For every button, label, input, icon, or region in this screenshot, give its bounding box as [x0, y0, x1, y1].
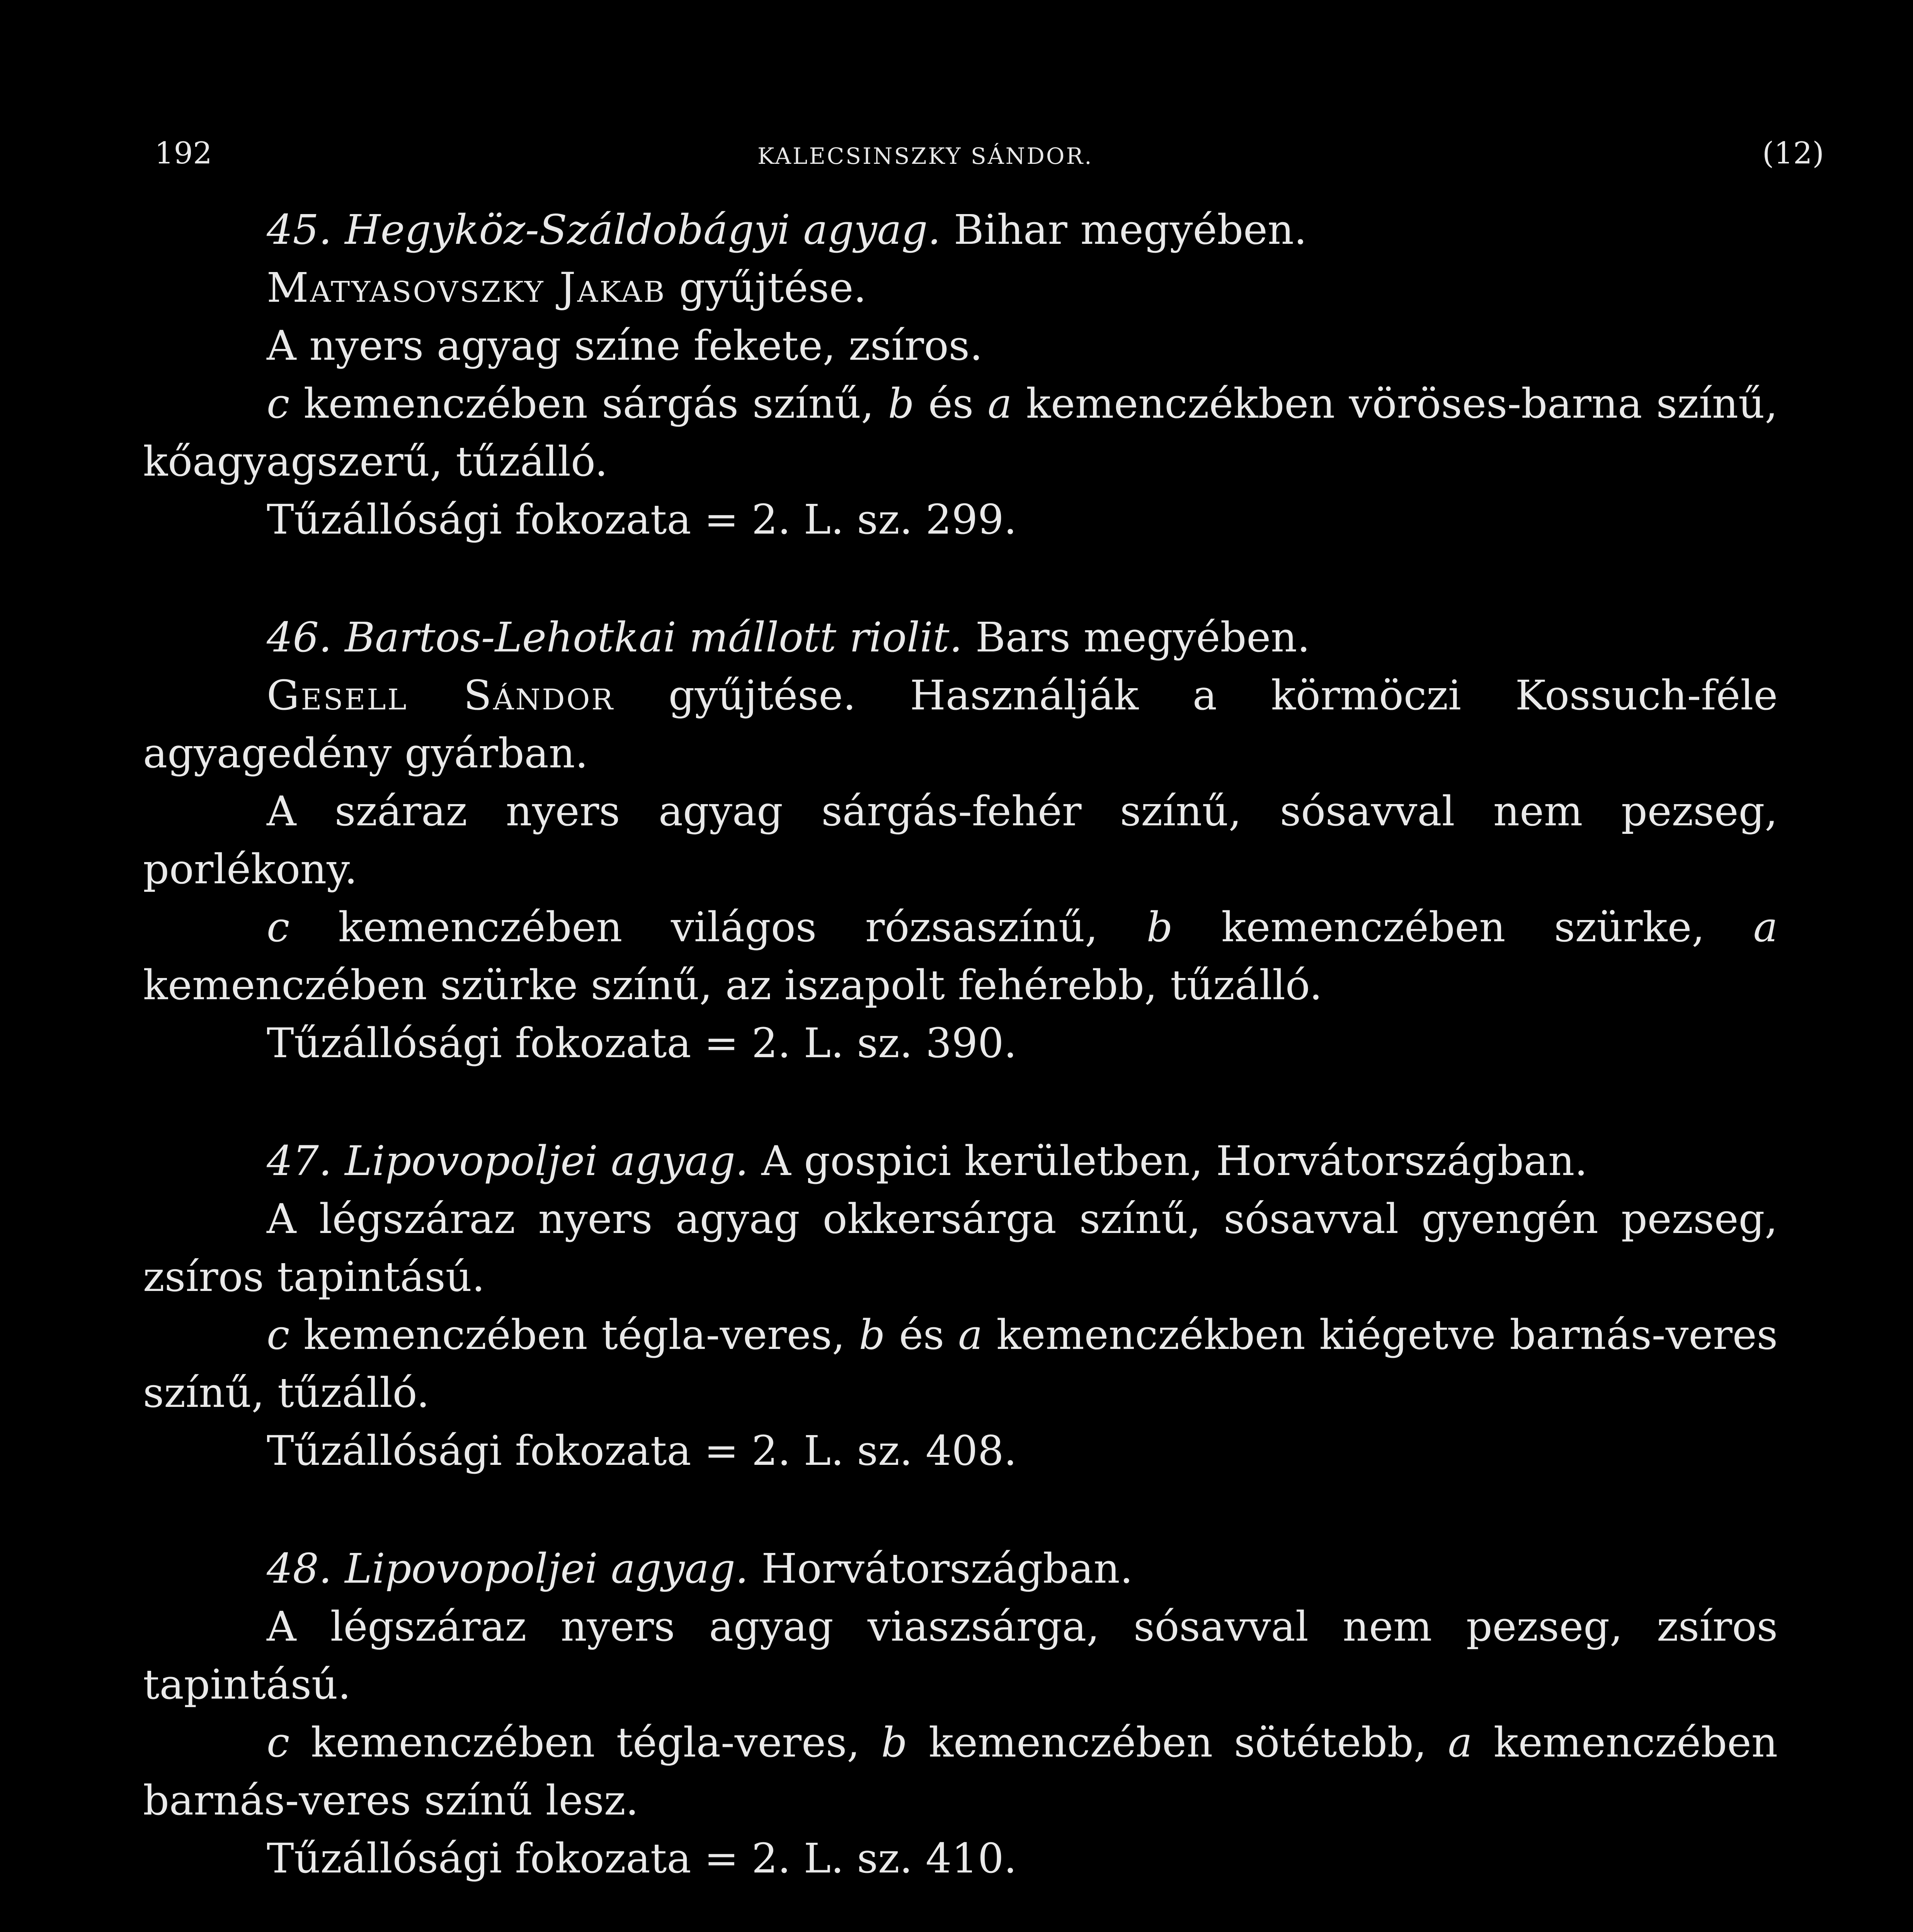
refractoriness-grade: Tűzállósági fokozata = 2. L. sz. 390. — [267, 1019, 1017, 1067]
kiln-a-letter: a — [1753, 903, 1778, 951]
entry-number: 45. — [267, 206, 332, 253]
kiln-a-letter: a — [987, 380, 1012, 427]
kiln-c-letter: c — [267, 380, 290, 427]
refractoriness-grade: Tűzállósági fokozata = 2. L. sz. 299. — [267, 496, 1017, 543]
collector-line — [143, 259, 1778, 317]
entry-location: Bars megyében. — [975, 614, 1311, 661]
kiln-a-text: kemenczében szürke színű, az iszapolt fehérebb, tűzálló. — [143, 961, 1322, 1009]
kiln-b-text: kemenczében szürke, — [1221, 903, 1705, 951]
page-header — [155, 136, 1824, 182]
entry-number: 48. — [267, 1545, 332, 1592]
kiln-b-letter: b — [888, 380, 914, 427]
kiln-b-letter: b — [881, 1719, 907, 1766]
plate-number: (12) — [1762, 136, 1824, 171]
raw-description: A nyers agyag színe fekete, zsíros. — [267, 322, 983, 369]
kiln-c-letter: c — [267, 903, 290, 951]
running-title: KALECSINSZKY SÁNDOR. — [757, 143, 1093, 169]
raw-description: A légszáraz nyers agyag okkersárga színű, sósavval gyengén pezseg, zsíros tapintású. — [143, 1195, 1778, 1301]
kiln-a-text: kemenczékben vöröses-barna színű, kőagyagszerű, tűzálló. — [143, 380, 1778, 485]
entry-number: 46. — [267, 614, 332, 661]
kiln-a-text: kemenczében barnás-veres színű lesz. — [143, 1719, 1778, 1824]
raw-description: A légszáraz nyers agyag viaszsárga, sósavval nem pezseg, zsíros tapintású. — [143, 1603, 1778, 1708]
page-content — [143, 201, 1778, 1932]
kiln-c-letter: c — [267, 1719, 290, 1766]
kiln-c-text: kemenczében sárgás színű, — [303, 380, 874, 427]
entry-location: Bihar megyében. — [953, 206, 1307, 253]
entry-45 — [143, 201, 1778, 549]
entry-location: Horvátországban. — [761, 1545, 1133, 1592]
kiln-b-text: kemenczében sötétebb, — [928, 1719, 1427, 1766]
collector-suffix: gyűjtése. Használják a körmöczi Kossuch-féle agyagedény gyárban. — [143, 672, 1778, 777]
collector-name: Gesell Sándor — [267, 672, 614, 719]
entry-heading — [143, 201, 1778, 259]
entry-title: Lipovopoljei agyag. — [345, 1137, 749, 1185]
raw-description: A száraz nyers agyag sárgás-fehér színű, sósavval nem pezseg, porlékony. — [143, 787, 1778, 893]
entry-heading — [143, 1540, 1778, 1598]
kiln-c-text: kemenczében világos rózsaszínű, — [338, 903, 1098, 951]
entry-48 — [143, 1540, 1778, 1888]
entry-title: Hegyköz-Száldobágyi agyag. — [345, 206, 941, 253]
kiln-c-text: kemenczében tégla-veres, — [303, 1311, 845, 1359]
entry-location: A gospici kerületben, Horvátországban. — [761, 1137, 1588, 1185]
kiln-description — [143, 1714, 1778, 1830]
kiln-a-letter: a — [958, 1311, 983, 1359]
kiln-description — [143, 1306, 1778, 1422]
refractoriness-grade: Tűzállósági fokozata = 2. L. sz. 410. — [267, 1835, 1017, 1882]
kiln-b-letter: b — [1146, 903, 1173, 951]
kiln-description — [143, 375, 1778, 491]
kiln-a-letter: a — [1448, 1719, 1472, 1766]
collector-suffix: gyűjtése. — [679, 264, 867, 311]
kiln-and: és — [899, 1311, 945, 1359]
kiln-b-letter: b — [859, 1311, 885, 1359]
entry-heading — [143, 1132, 1778, 1190]
kiln-c-letter: c — [267, 1311, 290, 1359]
kiln-description — [143, 898, 1778, 1014]
entry-number: 47. — [267, 1137, 332, 1185]
entry-heading — [143, 609, 1778, 667]
entry-title: Lipovopoljei agyag. — [345, 1545, 749, 1592]
entry-title: Bartos-Lehotkai mállott riolit. — [345, 614, 963, 661]
collector-line — [143, 667, 1778, 782]
refractoriness-grade: Tűzállósági fokozata = 2. L. sz. 408. — [267, 1427, 1017, 1475]
entry-46 — [143, 609, 1778, 1072]
kiln-a-text: kemenczékben kiégetve barnás-veres színű, tűzálló. — [143, 1311, 1778, 1417]
kiln-c-text: kemenczében tégla-veres, — [311, 1719, 860, 1766]
entry-47 — [143, 1132, 1778, 1480]
collector-name: Matyasovszky Jakab — [267, 264, 666, 311]
page-number: 192 — [155, 136, 212, 171]
kiln-and: és — [928, 380, 974, 427]
